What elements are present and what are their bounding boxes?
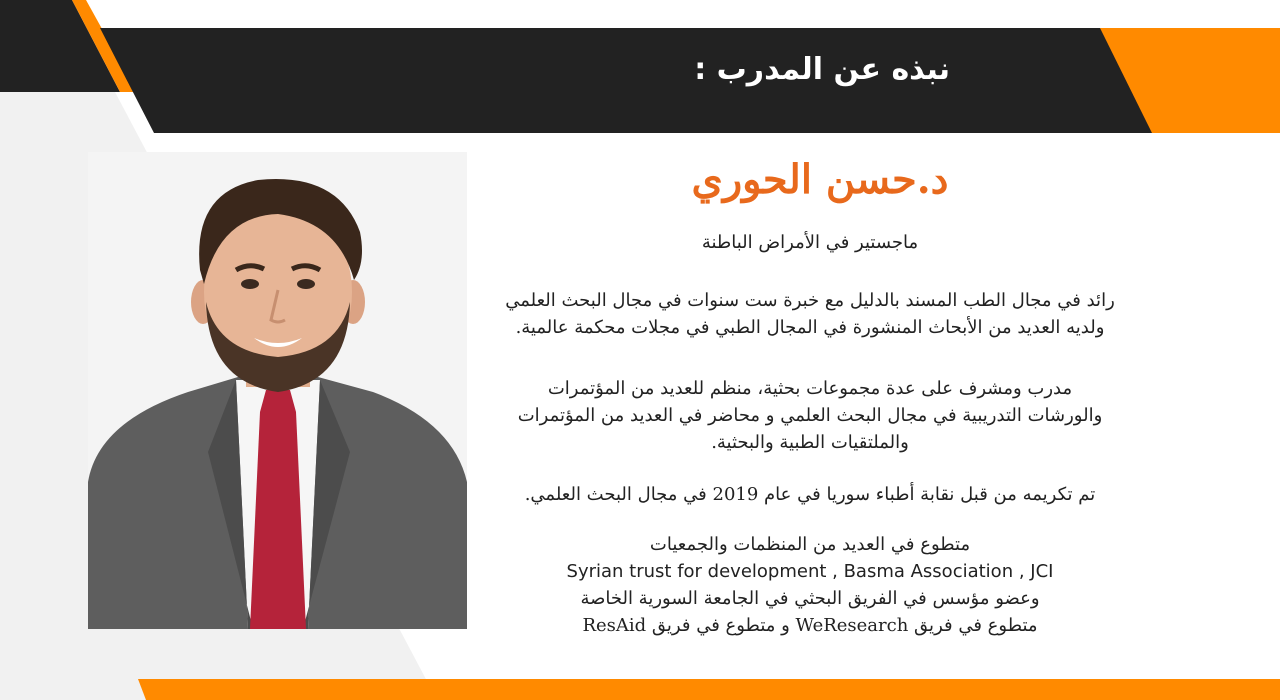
bio-trainer-line-2: والورشات التدريبية في مجال البحث العلمي و محاضر في العديد من المؤتمرات <box>517 405 1103 426</box>
bottom-orange-bar <box>138 679 1280 700</box>
bio-trainer-line-3: والملتقيات الطبية والبحثية. <box>711 432 909 453</box>
volunteer-line-3: وعضو مؤسس في الفريق البحثي في الجامعة السورية الخاصة <box>580 588 1040 609</box>
trainer-name: د.حسن الحوري <box>691 156 949 203</box>
header-black-banner <box>100 28 1152 133</box>
degree-text: ماجستير في الأمراض الباطنة <box>701 232 919 253</box>
volunteer-line-4: متطوع في فريق WeResearch و متطوع في فريق ResAid <box>582 615 1038 636</box>
bio-trainer-block <box>480 375 1140 456</box>
trainer-photo <box>88 152 467 629</box>
honor-block <box>480 481 1140 508</box>
bio-research-line-2: ولديه العديد من الأبحاث المنشورة في المجال الطبي في مجلات محكمة عالمية. <box>515 317 1105 338</box>
volunteer-block <box>480 531 1140 639</box>
honor-text: تم تكريمه من قبل نقابة أطباء سوريا في عام 2019 في مجال البحث العلمي. <box>524 484 1096 505</box>
volunteer-line-1: متطوع في العديد من المنظمات والجمعيات <box>649 534 971 555</box>
bio-research-line-1: رائد في مجال الطب المسند بالدليل مع خبرة ست سنوات في مجال البحث العلمي <box>505 290 1115 311</box>
slide-title: نبذه عن المدرب : <box>694 52 950 87</box>
degree-block <box>480 229 1140 256</box>
volunteer-organizations: Syrian trust for development , Basma Association , JCI <box>566 561 1054 582</box>
bio-research-block <box>480 287 1140 341</box>
bio-trainer-line-1: مدرب ومشرف على عدة مجموعات بحثية، منظم للعديد من المؤتمرات <box>547 378 1073 399</box>
